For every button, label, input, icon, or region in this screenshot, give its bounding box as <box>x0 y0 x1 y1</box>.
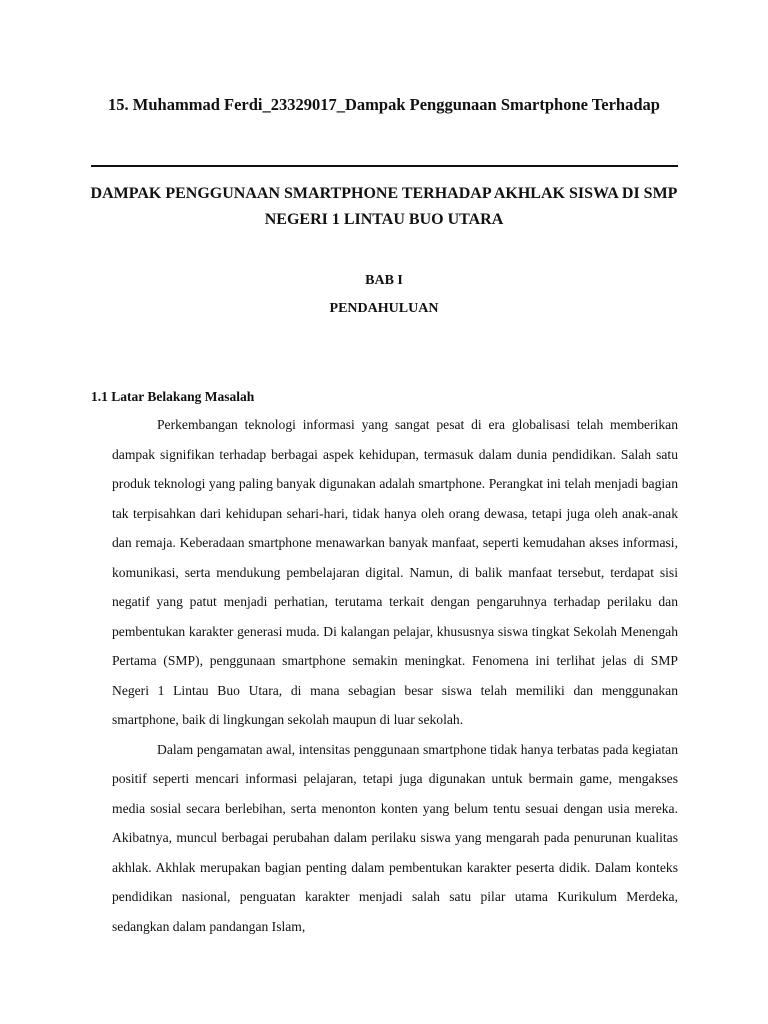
thesis-title: DAMPAK PENGGUNAAN SMARTPHONE TERHADAP AKHLAK SISWA DI SMP NEGERI 1 LINTAU BUO UTARA <box>90 185 678 228</box>
document-title: 15. Muhammad Ferdi_23329017_Dampak Penggunaan Smartphone Terhadap <box>108 95 660 114</box>
body-text <box>112 410 678 941</box>
paragraph: Perkembangan teknologi informasi yang sangat pesat di era globalisasi telah memberikan dampak signifikan terhadap berbagai aspek kehidupan, termasuk dalam dunia pendidikan. Salah satu produk teknologi yang paling banyak digunakan adalah smartphone. Perangkat ini telah menjadi bagian tak terpisahkan dari kehidupan sehari-hari, tidak hanya oleh orang dewasa, tetapi juga oleh anak-anak dan remaja. Keberadaan smartphone menawarkan banyak manfaat, seperti kemudahan akses informasi, komunikasi, serta mendukung pembelajaran digital. Namun, di balik manfaat tersebut, terdapat sisi negatif yang patut menjadi perhatian, terutama terkait dengan pengaruhnya terhadap perilaku dan pembentukan karakter generasi muda. Di kalangan pelajar, khususnya siswa tingkat Sekolah Menengah Pertama (SMP), penggunaan smartphone semakin meningkat. Fenomena ini terlihat jelas di SMP Negeri 1 Lintau Buo Utara, di mana sebagian besar siswa telah memiliki dan menggunakan smartphone, baik di lingkungan sekolah maupun di luar sekolah. <box>112 417 678 727</box>
chapter-title: PENDAHULUAN <box>329 301 439 316</box>
chapter-number: BAB I <box>365 273 403 288</box>
paragraph: Dalam pengamatan awal, intensitas penggunaan smartphone tidak hanya terbatas pada kegiatan positif seperti mencari informasi pelajaran, tetapi juga digunakan untuk bermain game, mengakses media sosial secara berlebihan, serta menonton konten yang belum tentu sesuai dengan usia mereka. Akibatnya, muncul berbagai perubahan dalam perilaku siswa yang mengarah pada penurunan kualitas akhlak. Akhlak merupakan bagian penting dalam pembentukan karakter peserta didik. Dalam konteks pendidikan nasional, penguatan karakter menjadi salah satu pilar utama Kurikulum Merdeka, sedangkan dalam pandangan Islam, <box>112 741 678 934</box>
section-heading: 1.1 Latar Belakang Masalah <box>91 389 255 404</box>
title-divider <box>91 165 678 167</box>
